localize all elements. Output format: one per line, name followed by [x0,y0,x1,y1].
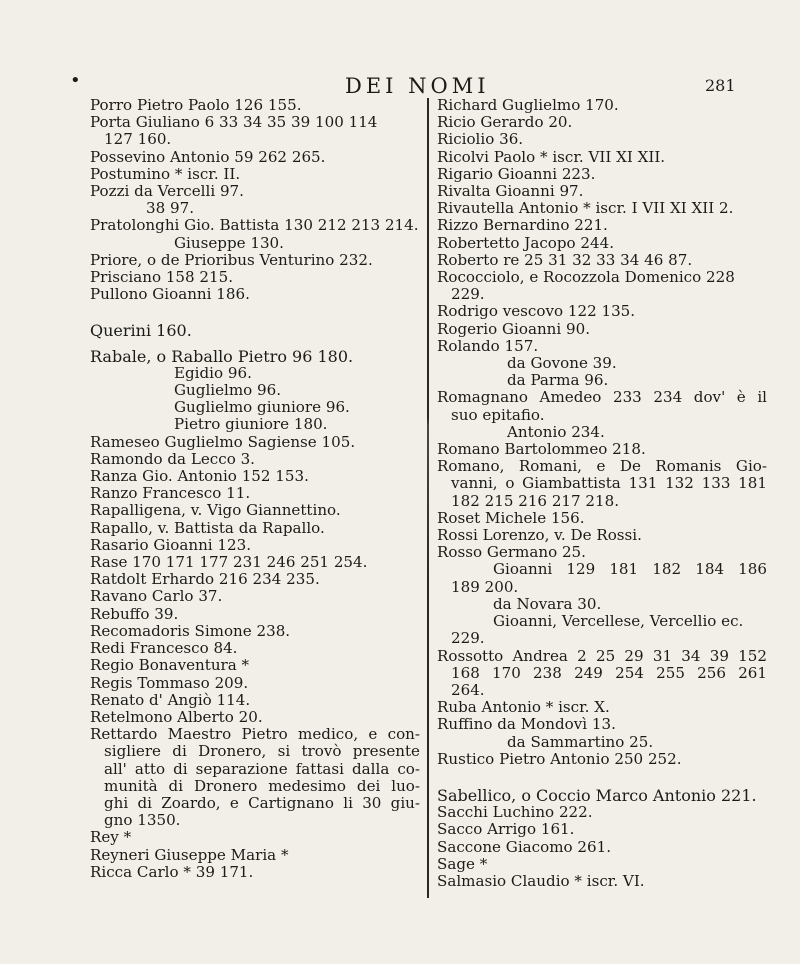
index-entry: Rizzo Bernardino 221. [437,217,608,235]
index-entry: Richard Guglielmo 170. [437,97,619,114]
index-entry: Sacco Arrigo 161. [437,821,575,839]
index-entry-continuation: 264. [451,681,485,699]
index-column-left [90,97,420,881]
index-subentry: da Novara 30. [493,595,602,613]
index-entry-continuation: 127 160. [104,131,172,149]
header-dot: • [70,70,81,91]
index-entry: Roset Michele 156. [437,509,585,527]
index-entry-continuation: 229. [451,286,485,304]
index-entry-continuation: sigliere di Dronero, si trovò presente [104,743,420,761]
index-entry: Rettardo Maestro Pietro medico, e con- [90,726,420,744]
index-subentry: 38 97. [146,200,195,218]
index-entry: Romagnano Amedeo 233 234 dov' è il [437,389,767,407]
index-entry: Romano Bartolommeo 218. [437,441,646,459]
index-entry: Ruffino da Mondovì 13. [437,716,616,734]
index-entry: Prisciano 158 215. [90,269,234,287]
index-entry: Rossotto Andrea 2 25 29 31 34 39 152 [437,647,767,665]
index-entry-continuation: vanni, o Giambattista 131 132 133 181 [451,475,767,493]
section-entry-q: Querini 160. [90,322,192,340]
index-entry: Rossi Lorenzo, v. De Rossi. [437,527,642,545]
index-entry: Rococciolo, e Rocozzola Domenico 228 [437,269,735,287]
index-entry: Rebuffo 39. [90,605,179,623]
index-entry: Pullono Gioanni 186. [90,286,250,304]
index-entry: Rey * [90,829,132,847]
index-entry-continuation: 229. [451,630,485,648]
index-entry: Salmasio Claudio * iscr. VI. [437,872,645,890]
index-subentry: da Govone 39. [507,355,617,373]
index-entry: Rivalta Gioanni 97. [437,183,584,201]
page-number: 281 [705,76,736,95]
index-entry: Rase 170 171 177 231 246 251 254. [90,554,368,572]
index-entry: Rolando 157. [437,337,539,355]
index-subentry: Egidio 96. [174,364,252,382]
index-entry: Ruba Antonio * iscr. X. [437,699,610,717]
index-entry: Ricolvi Paolo * iscr. VII XI XII. [437,148,666,166]
index-entry: Ranzo Francesco 11. [90,485,251,503]
index-subentry: Guglielmo giuniore 96. [174,399,350,417]
index-entry: Rustico Pietro Antonio 250 252. [437,750,682,768]
index-entry: Romano, Romani, e De Romanis Gio- [437,458,767,476]
index-entry: Sacchi Luchino 222. [437,804,593,822]
column-divider [427,98,429,898]
index-entry-continuation: munità di Dronero medesimo dei luo- [104,777,420,795]
index-entry: Saccone Giacomo 261. [437,838,612,856]
section-entry-r: Rabale, o Raballo Pietro 96 180. [90,347,354,365]
index-entry: Rivautella Antonio * iscr. I VII XI XII 2. [437,200,734,218]
index-entry: Rigario Gioanni 223. [437,165,596,183]
index-subentry: da Sammartino 25. [507,733,654,751]
index-entry: Recomadoris Simone 238. [90,622,291,640]
index-entry: Rapalligena, v. Vigo Giannettino. [90,502,341,520]
index-entry: Sage * [437,855,488,873]
index-entry: Ratdolt Erhardo 216 234 235. [90,571,320,589]
index-entry: Ricio Gerardo 20. [437,114,573,132]
index-subentry: Gioanni 129 181 182 184 186 [493,561,767,579]
index-entry: Rapallo, v. Battista da Rapallo. [90,519,325,537]
index-entry: Regio Bonaventura * [90,657,250,675]
index-entry: Riciolio 36. [437,131,524,149]
index-entry: Ricca Carlo * 39 171. [90,863,254,881]
index-entry: Reyneri Giuseppe Maria * [90,846,289,864]
index-entry: Ramondo da Lecco 3. [90,450,255,468]
section-gap [90,303,420,322]
index-entry-continuation: 182 215 216 217 218. [451,492,620,510]
index-entry: Robertetto Jacopo 244. [437,234,615,252]
index-entry: Postumino * iscr. II. [90,165,241,183]
index-subentry: Gioanni, Vercellese, Vercellio ec. [493,613,744,631]
index-entry: Retelmono Alberto 20. [90,708,263,726]
index-entry: Porta Giuliano 6 33 34 35 39 100 114 [90,114,378,132]
index-subentry: da Parma 96. [507,372,609,390]
index-entry-continuation: all' atto di separazione fattasi dalla co- [104,760,420,778]
index-entry: Pratolonghi Gio. Battista 130 212 213 214. [90,217,419,235]
index-entry: Rosso Germano 25. [437,544,586,562]
index-entry-continuation: ghi di Zoardo, e Cartignano li 30 giu- [104,794,420,812]
index-entry: Renato d' Angiò 114. [90,691,251,709]
index-entry: Priore, o de Prioribus Venturino 232. [90,251,373,269]
index-entry: Rameseo Guglielmo Sagiense 105. [90,433,356,451]
index-entry: Rodrigo vescovo 122 135. [437,303,636,321]
index-entry: Possevino Antonio 59 262 265. [90,148,326,166]
index-subentry: Guglielmo 96. [174,382,282,400]
section-entry-s: Sabellico, o Coccio Marco Antonio 221. [437,786,757,805]
index-entry-continuation: 189 200. [451,578,519,596]
index-entry: Redi Francesco 84. [90,640,238,658]
running-header-title: DEI NOMI [345,74,490,98]
index-entry: Ranza Gio. Antonio 152 153. [90,468,309,486]
section-gap [437,768,767,787]
index-entry: Ravano Carlo 37. [90,588,223,606]
index-subentry: Giuseppe 130. [174,234,284,252]
index-entry-continuation: 168 170 238 249 254 255 256 261 [451,664,767,682]
index-entry-continuation: gno 1350. [104,812,181,830]
section-gap [90,340,420,348]
index-entry: Rogerio Gioanni 90. [437,320,591,338]
index-entry: Pozzi da Vercelli 97. [90,183,244,201]
index-entry: Rasario Gioanni 123. [90,536,252,554]
index-column-right [437,97,767,890]
index-subentry: Antonio 234. [507,423,605,441]
index-entry: Regis Tommaso 209. [90,674,249,692]
index-entry-continuation: suo epitafio. [451,406,545,424]
index-entry: Porro Pietro Paolo 126 155. [90,97,302,114]
index-entry: Roberto re 25 31 32 33 34 46 87. [437,251,693,269]
index-subentry: Pietro giuniore 180. [174,416,328,434]
